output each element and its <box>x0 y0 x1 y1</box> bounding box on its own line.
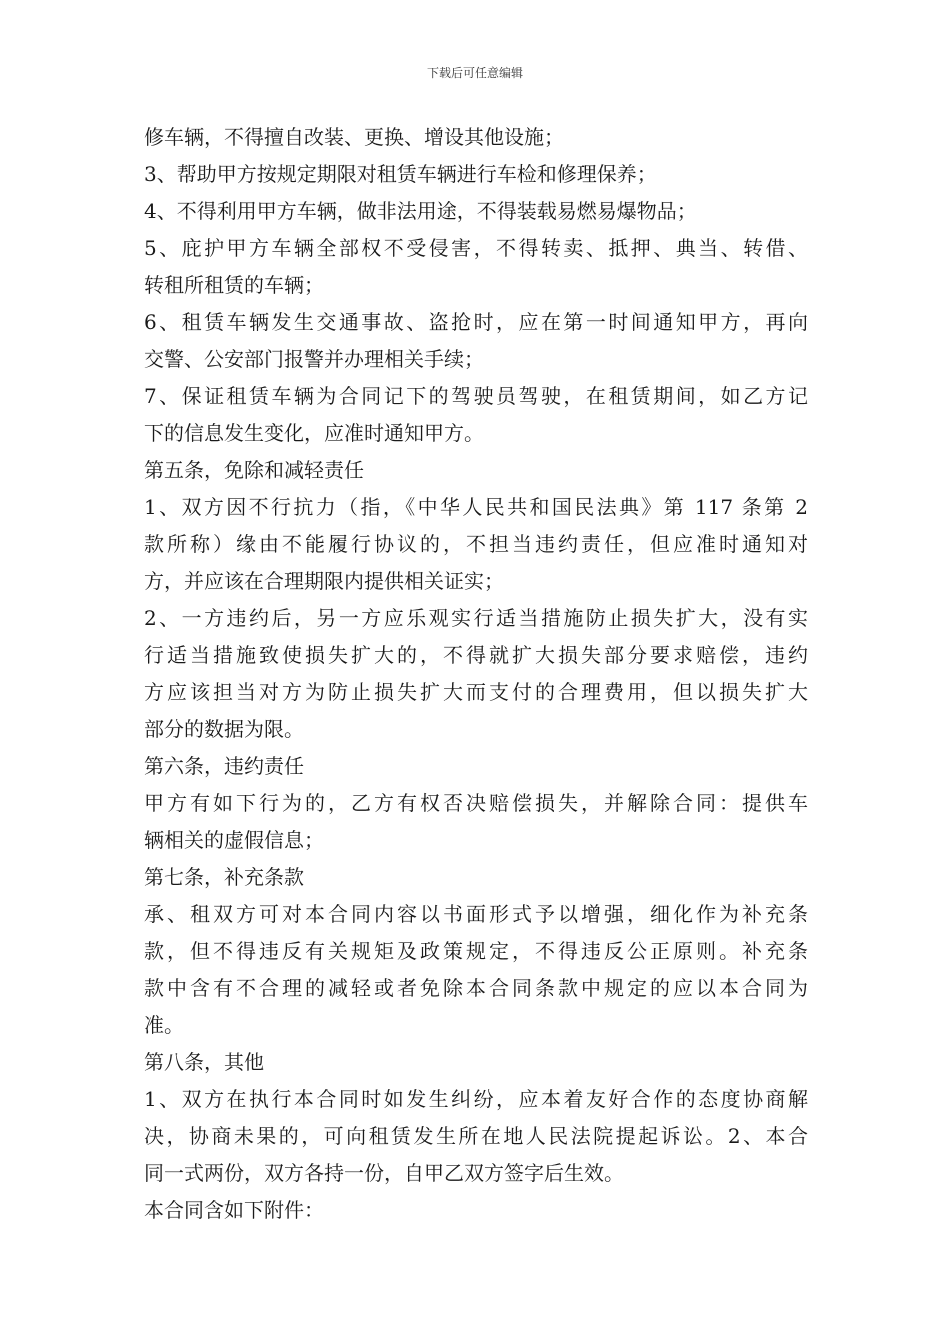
text-line: 5、庇护甲方车辆全部权不受侵害，不得转卖、抵押、典当、转借、 <box>144 236 808 260</box>
text-line: 部分的数据为限。 <box>144 717 304 741</box>
section-heading: 第五条，免除和减轻责任 <box>144 458 364 482</box>
section-heading: 第八条，其他 <box>144 1050 264 1074</box>
text-line: 7、保证租赁车辆为合同记下的驾驶员驾驶，在租赁期间，如乙方记 <box>144 384 808 408</box>
text-line: 3、帮助甲方按规定期限对租赁车辆进行车检和修理保养； <box>144 162 657 186</box>
text-line: 方应该担当对方为防止损失扩大而支付的合理费用，但以损失扩大 <box>144 680 808 704</box>
text-line: 决，协商未果的，可向租赁发生所在地人民法院提起诉讼。2、本合 <box>144 1124 808 1148</box>
page-header: 下载后可任意编辑 <box>426 66 523 80</box>
text-line: 1、双方因不行抗力（指，《中华人民共和国民法典》第 117 条第 2 <box>144 495 808 519</box>
text-line: 甲方有如下行为的，乙方有权否决赔偿损失，并解除合同：提供车 <box>144 791 808 815</box>
text-line: 1、双方在执行本合同时如发生纠纷，应本着友好合作的态度协商解 <box>144 1087 808 1111</box>
text-line: 行适当措施致使损失扩大的，不得就扩大损失部分要求赔偿，违约 <box>144 643 808 667</box>
section-heading: 第七条，补充条款 <box>144 865 304 889</box>
text-line: 款，但不得违反有关规矩及政策规定，不得违反公正原则。补充条 <box>144 939 808 963</box>
text-line: 款中含有不合理的减轻或者免除本合同条款中规定的应以本合同为 <box>144 976 808 1000</box>
text-line: 准。 <box>144 1013 184 1037</box>
text-line: 修车辆，不得擅自改装、更换、增设其他设施； <box>144 125 564 149</box>
text-line: 承、租双方可对本合同内容以书面形式予以增强，细化作为补充条 <box>144 902 808 926</box>
text-line: 本合同含如下附件： <box>144 1198 324 1222</box>
text-line: 方，并应该在合理期限内提供相关证实； <box>144 569 504 593</box>
text-line: 款所称）缘由不能履行协议的，不担当违约责任，但应准时通知对 <box>144 532 808 556</box>
text-line: 4、不得利用甲方车辆，做非法用途，不得装载易燃易爆物品； <box>144 199 697 223</box>
text-line: 下的信息发生变化，应准时通知甲方。 <box>144 421 484 445</box>
text-line: 6、租赁车辆发生交通事故、盗抢时，应在第一时间通知甲方，再向 <box>144 310 808 334</box>
section-heading: 第六条，违约责任 <box>144 754 304 778</box>
text-line: 转租所租赁的车辆； <box>144 273 324 297</box>
text-line: 辆相关的虚假信息； <box>144 828 324 852</box>
text-line: 2、一方违约后，另一方应乐观实行适当措施防止损失扩大，没有实 <box>144 606 808 630</box>
document-body <box>144 119 808 1229</box>
text-line: 同一式两份，双方各持一份，自甲乙双方签字后生效。 <box>144 1161 624 1185</box>
text-line: 交警、公安部门报警并办理相关手续； <box>144 347 484 371</box>
